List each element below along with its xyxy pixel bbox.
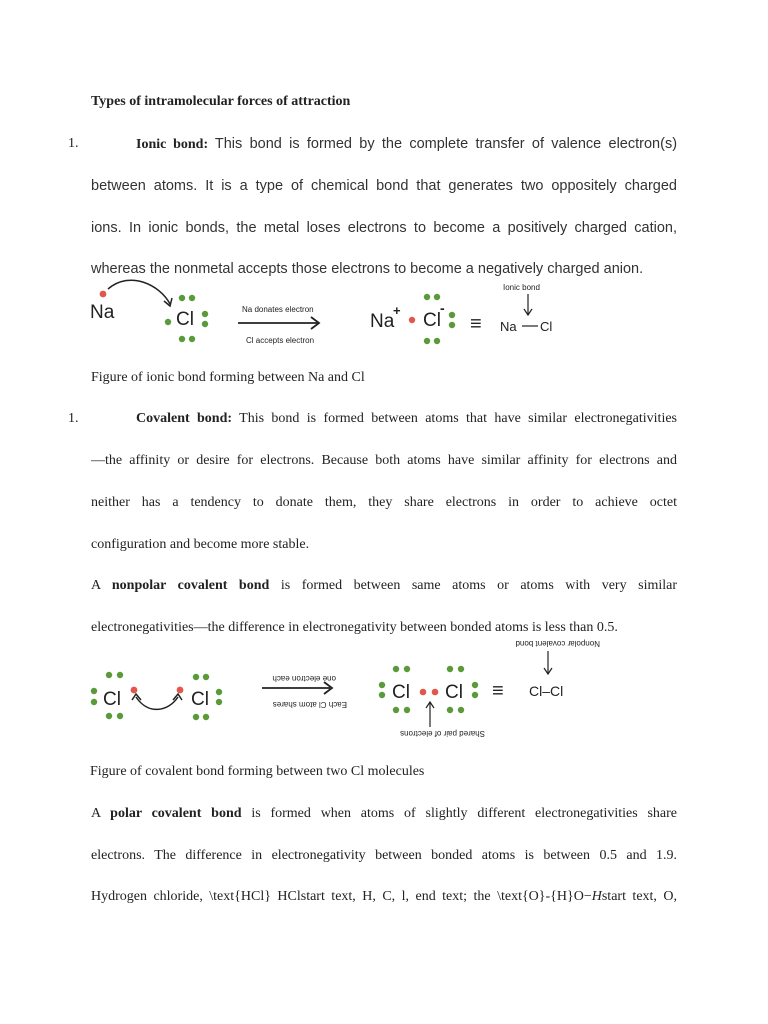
na-symbol: Na <box>90 302 115 323</box>
polar-paragraph-line <box>91 889 677 905</box>
cl-electron <box>165 319 171 325</box>
ionic-bond-figure <box>80 278 600 350</box>
arrow-label-top: Na donates electron <box>242 305 314 314</box>
ionic-bond-label: Ionic bond <box>503 283 540 292</box>
italic-h: H <box>591 889 602 904</box>
arrow-label-bottom: Cl accepts electron <box>246 336 315 345</box>
bond-na: Na <box>500 319 517 334</box>
covalent-bond-term: Covalent bond: <box>136 411 233 426</box>
polar-term: polar covalent bond <box>110 806 242 821</box>
nonpolar-paragraph-line <box>91 578 677 594</box>
plus-charge: + <box>393 303 401 318</box>
valence-electron <box>131 687 138 694</box>
arrow-label-top: one electron each <box>272 674 336 683</box>
nonpolar-bond-label: Nonpolar covalent bond <box>515 639 600 648</box>
transferred-electron <box>409 317 415 323</box>
equivalence-sign: ≡ <box>470 313 482 335</box>
polar-paragraph-line <box>91 806 677 822</box>
minus-charge: - <box>440 300 445 316</box>
ionic-paragraph-line: between atoms. It is a type of chemical bond that generates two oppositely charged <box>91 178 677 194</box>
text-run: A <box>91 806 101 821</box>
covalent-paragraph-line: configuration and become more stable. <box>91 537 310 552</box>
exchange-arrow <box>136 697 178 709</box>
list-number: 1. <box>68 411 79 426</box>
text-run: is formed between same atoms or atoms with very similar <box>280 578 677 593</box>
text-run: Hydrogen chloride, \text{HCl} HClstart text, H, C, l, end text; the \text{O}-{H}O− <box>91 889 592 904</box>
text-run: This bond is formed between atoms that have similar electronegativities <box>239 411 677 426</box>
cl-symbol: Cl <box>176 309 194 330</box>
valence-electron <box>177 687 184 694</box>
na-ion: Na <box>370 311 395 332</box>
ionic-paragraph-line: whereas the nonmetal accepts those electrons to become a negatively charged anion. <box>91 261 644 277</box>
bond-cl: Cl <box>540 319 553 334</box>
valence-electron <box>100 291 107 298</box>
cl-symbol: Cl <box>191 689 209 710</box>
text-run: is formed when atoms of slightly different electronegativities share <box>251 806 677 821</box>
shared-electron <box>432 689 439 696</box>
cl-symbol: Cl <box>103 689 121 710</box>
covalent-bond-figure <box>80 636 620 742</box>
cl-symbol: Cl <box>445 682 463 703</box>
nonpolar-term: nonpolar covalent bond <box>111 578 270 593</box>
cl-symbol: Cl <box>392 682 410 703</box>
text-run: This bond is formed by the complete transfer of valence electron(s) <box>214 136 677 152</box>
text-run: A <box>91 578 101 593</box>
polar-paragraph-line: electrons. The difference in electronegativity between bonded atoms is between 0.5 and 1.9. <box>91 848 677 863</box>
cl-ion: Cl <box>423 310 441 331</box>
covalent-paragraph-line: —the affinity or desire for electrons. Because both atoms have similar affinity for electrons and <box>91 453 677 468</box>
shared-electron <box>420 689 427 696</box>
text-run: start text, O, <box>601 889 677 904</box>
equivalence-sign: ≡ <box>492 680 504 702</box>
list-number: 1. <box>68 136 79 151</box>
ionic-bond-term: Ionic bond: <box>136 137 209 152</box>
transfer-arrow <box>108 280 170 304</box>
shared-pair-label: Shared pair of electrons <box>400 729 485 738</box>
arrow-label-bottom: Each Cl atom shares <box>272 700 347 709</box>
covalent-paragraph-line <box>136 411 677 427</box>
section-heading: Types of intramolecular forces of attraction <box>91 94 351 109</box>
figure-caption: Figure of ionic bond forming between Na and Cl <box>91 370 365 385</box>
ionic-paragraph-line <box>136 136 677 153</box>
nonpolar-paragraph-line: electronegativities—the difference in electronegativity between bonded atoms is less than 0.5. <box>91 620 618 635</box>
figure-caption: Figure of covalent bond forming between two Cl molecules <box>90 764 425 779</box>
covalent-paragraph-line: neither has a tendency to donate them, they share electrons in order to achieve octet <box>91 495 677 510</box>
bond-formula: Cl–Cl <box>529 683 564 699</box>
ionic-paragraph-line: ions. In ionic bonds, the metal loses electrons to become a positively charged cation, <box>91 220 677 236</box>
